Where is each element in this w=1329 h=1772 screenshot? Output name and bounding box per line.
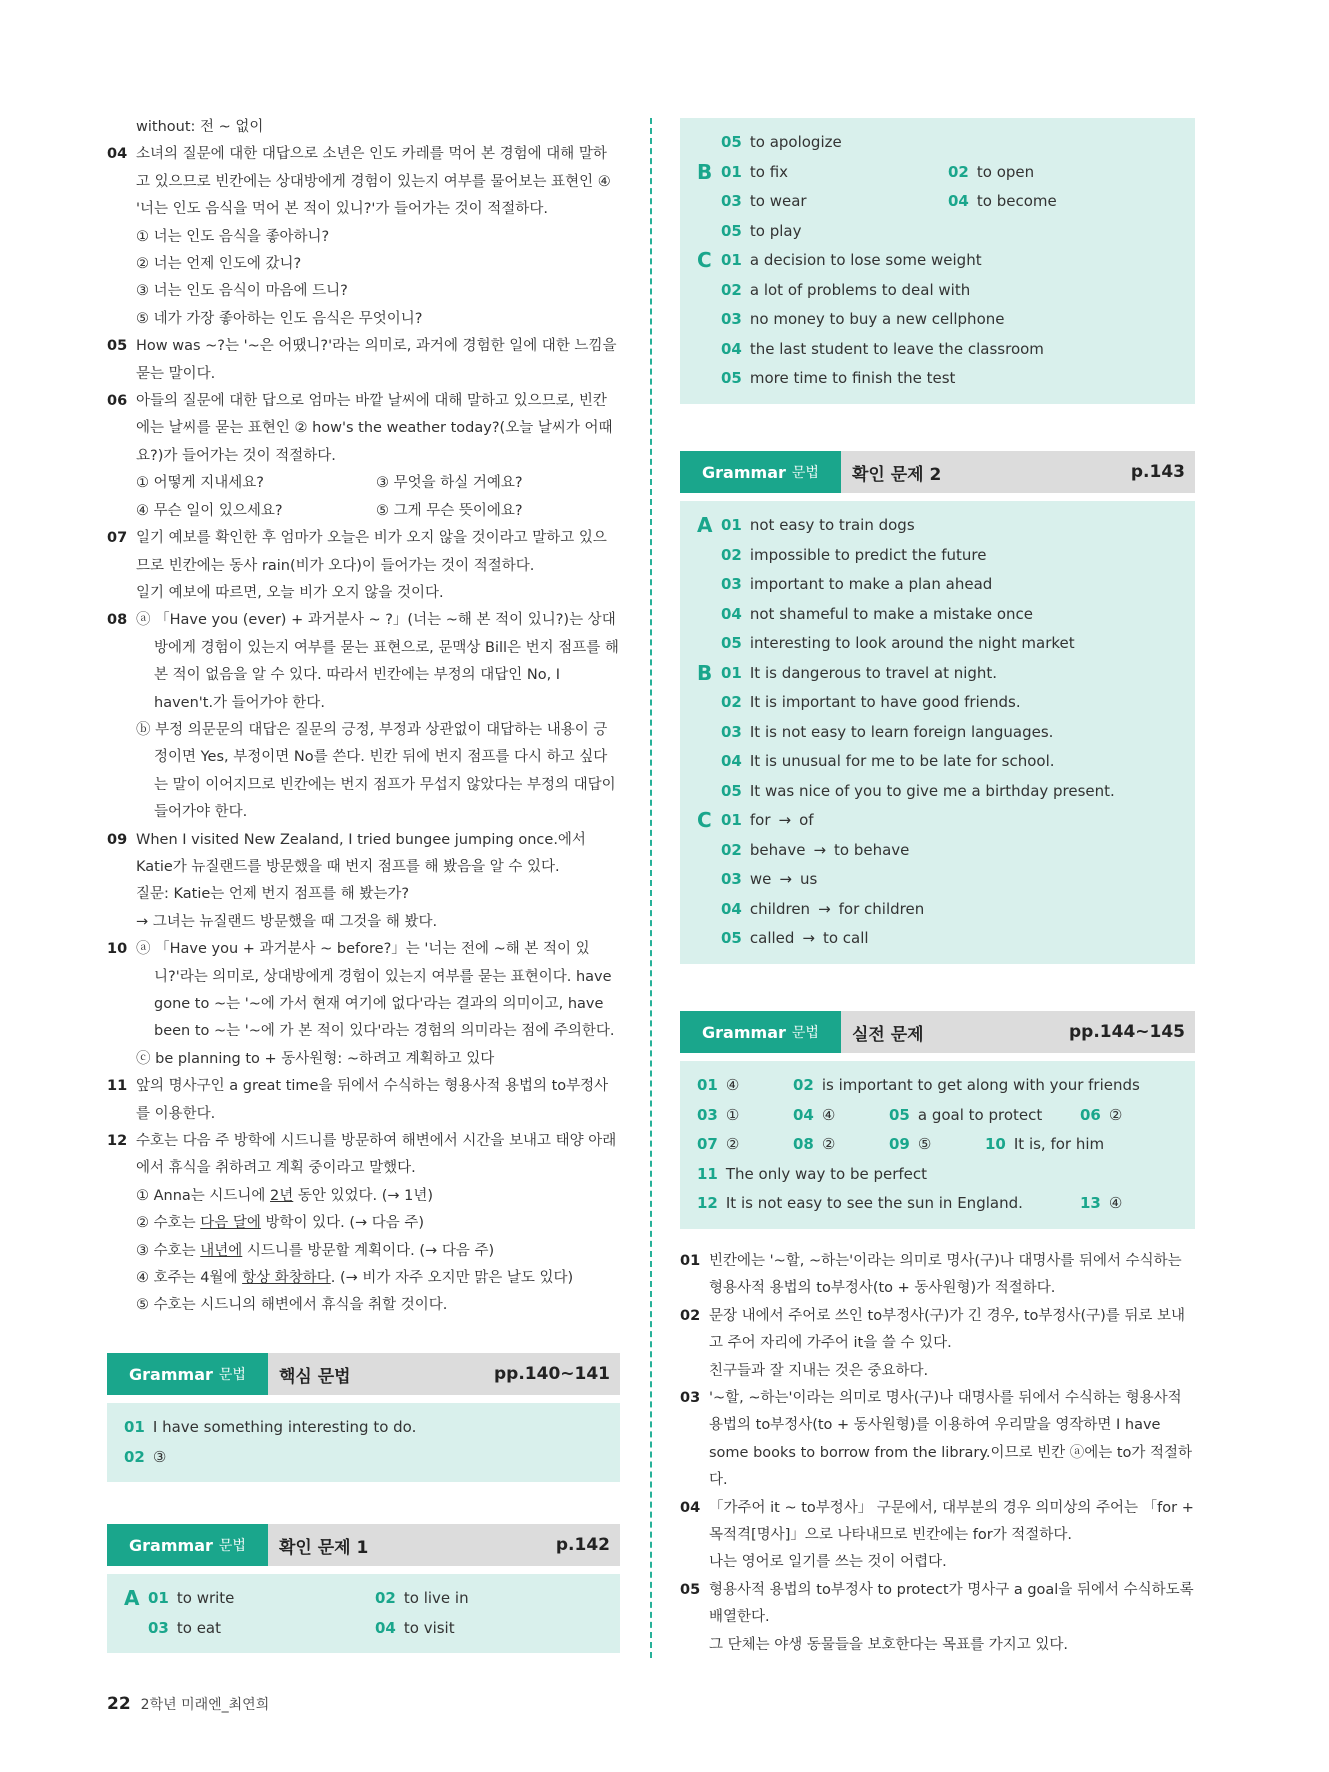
answer-text: It was nice of you to give me a birthday present.: [749, 781, 1115, 800]
option-line: ⑤ 수호는 시드니의 해변에서 휴식을 취할 것이다.: [136, 1297, 448, 1314]
answer-number: 06: [1080, 1105, 1101, 1124]
answer-row: [124, 1443, 620, 1473]
section-practice: [680, 1011, 1195, 1229]
option-line: [107, 1238, 620, 1265]
answer-row: [697, 1189, 1195, 1219]
option-text: . (→ 비가 자주 오지만 맑은 날도 있다): [330, 1270, 574, 1287]
translation-line: 질문: Katie는 언제 번지 점프를 해 봤는가?: [136, 886, 410, 903]
item-number: 04: [680, 1499, 701, 1516]
arrow-icon: →: [818, 899, 831, 918]
answer-row: [697, 305, 1195, 335]
page-ref: pp.144~145: [1068, 1022, 1185, 1042]
section-title: 확인 문제 1: [279, 1537, 369, 1558]
answer-number: 09: [889, 1135, 910, 1153]
answer-number: 03: [697, 1105, 718, 1124]
option-line: ⑤ 그게 무슨 뜻이에요?: [376, 502, 523, 519]
option-text: ④ 호주는 4월에: [136, 1270, 243, 1287]
answer-text: to play: [749, 221, 802, 240]
answer-number: 08: [793, 1135, 814, 1153]
explanation-08: [107, 607, 620, 717]
option-line: [107, 1265, 620, 1292]
page-ref: pp.140~141: [493, 1364, 610, 1384]
option-line: ③ 너는 인도 음식이 마음에 드니?: [136, 283, 348, 300]
answer-row: [697, 777, 1195, 807]
answer-number: 05: [889, 1105, 910, 1124]
item-number: 01: [680, 1253, 701, 1269]
answer-text: us: [799, 870, 818, 888]
option-text: 시드니를 방문할 계획이다. (→ 다음 주): [242, 1242, 495, 1259]
answer-number: 01: [721, 811, 742, 829]
answer-text: It is important to have good friends.: [749, 693, 1021, 711]
answer-number: 02: [721, 840, 742, 859]
explanation-text: 「가주어 it ~ to부정사」 구문에서, 대부분의 경우 의미상의 주어는 「for + 목적격[명사]」으로 나타내므로 빈칸에는 for가 적절하다.: [709, 1499, 1194, 1544]
item-number: 03: [680, 1390, 701, 1407]
answer-row: [697, 865, 1195, 895]
explanation-text: 수호는 다음 주 방학에 시드니를 방문하여 해변에서 시간을 보내고 태양 아래에서 휴식을 취하려고 계획 중이라고 말했다.: [136, 1133, 617, 1177]
underlined-text: 다음 달에: [200, 1215, 261, 1232]
tag-label: Grammar: [702, 1022, 786, 1042]
answer-row: [124, 1614, 620, 1644]
answer-box: [680, 1061, 1195, 1229]
answer-row: [697, 276, 1195, 306]
answer-text: behave: [749, 840, 806, 859]
arrow-icon: →: [802, 929, 815, 947]
arrow-icon: →: [778, 811, 792, 829]
answer-text: The only way to be perfect: [725, 1164, 928, 1183]
option-line: ⑤ 네가 가장 좋아하는 인도 음식은 무엇이니?: [136, 310, 423, 327]
option-line: ① 어떻게 지내세요?: [136, 475, 264, 492]
answer-number: 03: [721, 722, 742, 741]
answer-number: 03: [721, 310, 742, 328]
grammar-tag: [680, 1011, 841, 1053]
explanation-text: ⓒ be planning to + 동사원형: ~하려고 계획하고 있다: [136, 1050, 495, 1067]
answer-text: ⑤: [917, 1135, 932, 1153]
translation-line: 친구들과 잘 지내는 것은 중요하다.: [709, 1362, 929, 1379]
explanation-10: [107, 936, 620, 1046]
translation-line: 그 단체는 야생 동물들을 보호한다는 목표를 가지고 있다.: [709, 1636, 1069, 1653]
option-pair: [107, 498, 620, 525]
answer-number: 01: [124, 1418, 145, 1436]
answer-row: [697, 688, 1195, 718]
answer-number: 02: [793, 1076, 814, 1094]
section-letter: B: [697, 159, 713, 184]
answer-number: 10: [985, 1135, 1006, 1153]
answer-row: [697, 1130, 1195, 1160]
underlined-text: 2년: [270, 1187, 294, 1204]
answer-box: [107, 1574, 620, 1653]
answer-text: to call: [822, 929, 869, 947]
option-text: 방학이 있다. (→ 다음 주): [260, 1215, 425, 1232]
tag-label: Grammar: [129, 1364, 213, 1384]
answer-number: 04: [948, 192, 969, 210]
answer-text: to write: [176, 1589, 235, 1607]
explanations-right: [680, 1248, 1195, 1659]
answer-number: 01: [148, 1589, 169, 1607]
answer-number: 02: [124, 1447, 145, 1466]
answer-box: [107, 1403, 620, 1482]
answer-row: [697, 541, 1195, 571]
answer-row: [697, 600, 1195, 630]
grammar-tag: [680, 451, 841, 493]
answer-row: [697, 335, 1195, 365]
explanation-text: ⓐ 「Have you + 과거분사 ~ before?」는 '너는 전에 ~해 본 적이 있니?'라는 의미로, 상대방에게 경험이 있는지 여부를 묻는 표현이다. have gone to ~는 '~에 가서 현재 여기에 없다'라는 결과의 의미이고, have been to ~는 '~에 가 본 적이 있다'라는 경험의 의미라는 점에 주의한다.: [136, 941, 615, 1040]
answer-row: [697, 246, 1195, 276]
answer-number: 11: [697, 1164, 718, 1183]
answer-row: [697, 629, 1195, 659]
answer-row: [697, 511, 1195, 541]
answer-number: 03: [148, 1618, 169, 1637]
answer-text: ④: [1108, 1194, 1123, 1212]
answer-number: 05: [721, 929, 742, 947]
answer-number: 01: [721, 663, 742, 682]
option-line: ④ 무슨 일이 있으세요?: [136, 502, 283, 519]
explanation-text: ⓑ 부정 의문문의 대답은 질문의 긍정, 부정과 상관없이 대답하는 내용이 긍정이면 Yes, 부정이면 No를 쓴다. 빈칸 뒤에 번지 점프를 다시 하고 싶다는 말이 이어지므로 빈칸에는 번지 점프가 무섭지 않았다는 부정의 대답이 들어가야 한다.: [136, 721, 616, 821]
answer-number: 05: [721, 221, 742, 240]
answer-number: 03: [721, 575, 742, 593]
answer-row: [697, 836, 1195, 866]
answer-text: not shameful to make a mistake once: [749, 604, 1033, 623]
answer-text: the last student to leave the classroom: [749, 339, 1044, 358]
grammar-tag: [107, 1524, 268, 1566]
item-number: 05: [107, 338, 128, 355]
answer-number: 04: [375, 1618, 396, 1637]
arrow-icon: →: [813, 840, 827, 859]
answer-text: It is unusual for me to be late for school.: [749, 752, 1055, 770]
answer-text: called: [749, 929, 795, 947]
section-title: 핵심 문법: [279, 1366, 351, 1387]
item-number: 04: [107, 146, 128, 163]
item-number: 05: [680, 1581, 701, 1598]
answer-text: to behave: [834, 840, 910, 859]
answer-text: ②: [725, 1135, 740, 1153]
option-text: 동안 있었다. (→ 1년): [293, 1187, 434, 1204]
answer-text: ④: [725, 1076, 740, 1094]
answer-text: It is not easy to learn foreign languages.: [749, 722, 1054, 741]
item-number: 12: [107, 1133, 128, 1150]
tag-label: Grammar: [129, 1535, 213, 1555]
explanation-05: [107, 333, 620, 388]
explanation-text: '~할, ~하는'이라는 의미로 명사(구)나 대명사를 뒤에서 수식하는 형용사적 용법의 to부정사(to + 동사원형)를 이용하여 우리말을 영작하면 I have some books to borrow from the library.이므로 빈칸 ⓐ에는 to가 적절하다.: [709, 1390, 1193, 1489]
section-header: [680, 451, 1195, 493]
explanation-text: 소녀의 질문에 대한 대답으로 소년은 인도 카레를 먹어 본 경험에 대해 말하고 있으므로 빈칸에는 상대방에게 경험이 있는지 여부를 물어보는 표현인 ④ '너는 인도 음식을 먹어 본 적이 있니?'가 들어가는 것이 적절하다.: [136, 146, 611, 218]
item-number: 09: [107, 831, 128, 848]
section-letter: C: [697, 248, 712, 272]
answer-text: of: [799, 811, 814, 829]
answer-text: we: [749, 870, 772, 888]
tag-label-ko: 문법: [218, 1367, 246, 1383]
answer-number: 01: [697, 1076, 718, 1094]
arrow-icon: →: [779, 870, 792, 888]
page-ref: p.143: [1130, 462, 1185, 482]
answer-number: 04: [793, 1105, 814, 1124]
section-title: 실전 문제: [852, 1024, 924, 1045]
answer-text: for: [749, 811, 771, 829]
section-check-1: [107, 1524, 620, 1653]
explanation-text: 앞의 명사구인 a great time을 뒤에서 수식하는 형용사적 용법의 to부정사를 이용한다.: [136, 1078, 609, 1122]
section-core-grammar: [107, 1353, 620, 1482]
answer-text: more time to finish the test: [749, 369, 956, 387]
section-title: 확인 문제 2: [852, 464, 942, 485]
answer-number: 01: [721, 516, 742, 534]
section-letter: B: [697, 660, 713, 685]
answer-number: 02: [721, 280, 742, 299]
answer-row: [697, 718, 1195, 748]
translation-line: → 그녀는 뉴질랜드 방문했을 때 그것을 해 봤다.: [136, 913, 438, 930]
answer-text: I have something interesting to do.: [152, 1418, 417, 1436]
explanation-09: [107, 827, 620, 882]
answer-text: ③: [152, 1447, 167, 1466]
answer-text: a goal to protect: [917, 1105, 1043, 1124]
answer-row: [124, 1584, 620, 1614]
section-check-2: [680, 451, 1195, 964]
answer-text: is important to get along with your friends: [821, 1076, 1140, 1094]
explanation-04: [107, 141, 620, 223]
explanation-text: ⓐ 「Have you (ever) + 과거분사 ~ ?」(너는 ~해 본 적이 있니?)는 상대방에게 경험이 있는지 여부를 묻는 표현으로, 문맥상 Bill은 번지 점프를 해 본 적이 없음을 알 수 있다. 따라서 빈칸에는 부정의 대답인 No, I haven't.가 들어가야 한다.: [136, 612, 619, 711]
answer-number: 05: [721, 634, 742, 652]
answer-number: 04: [721, 899, 742, 918]
explanation-text: 빈칸에는 '~할, ~하는'이라는 의미로 명사(구)나 대명사를 뒤에서 수식하는 형용사적 용법의 to부정사(to + 동사원형)가 적절하다.: [709, 1253, 1182, 1297]
answer-row: [697, 128, 1195, 158]
answer-text: to apologize: [749, 133, 842, 151]
explanation-07: [107, 525, 620, 580]
answer-text: ①: [725, 1105, 740, 1124]
tag-label-ko: 문법: [791, 465, 819, 481]
answer-number: 07: [697, 1135, 718, 1153]
answer-number: 02: [721, 545, 742, 564]
answer-number: 05: [721, 133, 742, 151]
option-text: ① Anna는 시드니에: [136, 1187, 271, 1204]
answer-text: to fix: [749, 162, 789, 181]
answer-text: children: [749, 899, 811, 918]
explanation-text: 형용사적 용법의 to부정사 to protect가 명사구 a goal을 뒤에서 수식하도록 배열한다.: [709, 1581, 1194, 1626]
option-pair: [107, 470, 620, 497]
explanation-12: [107, 1128, 620, 1183]
explanation-text: 일기 예보를 확인한 후 엄마가 오늘은 비가 오지 않을 것이라고 말하고 있으므로 빈칸에는 동사 rain(비가 오다)이 들어가는 것이 적절하다.: [136, 530, 607, 574]
answer-text: to visit: [403, 1618, 455, 1637]
answer-row: [697, 158, 1195, 188]
answer-number: 12: [697, 1194, 718, 1212]
section-header: [680, 1011, 1195, 1053]
answer-number: 03: [721, 870, 742, 888]
column-divider: [650, 118, 652, 1658]
answer-text: a lot of problems to deal with: [749, 280, 971, 299]
answer-number: 03: [721, 192, 742, 210]
grammar-tag: [107, 1353, 268, 1395]
explanation-01: [680, 1248, 1195, 1303]
answer-text: ②: [1108, 1105, 1123, 1124]
item-number: 02: [680, 1307, 701, 1324]
answer-text: important to make a plan ahead: [749, 575, 993, 593]
answer-row: [124, 1413, 620, 1443]
tag-label-ko: 문법: [218, 1538, 246, 1554]
explanation-05: [680, 1577, 1195, 1632]
answer-number: 01: [721, 162, 742, 181]
option-line: [107, 1210, 620, 1237]
answer-row: [697, 187, 1195, 217]
underlined-text: 항상 화창하다: [242, 1270, 331, 1287]
explanation-03: [680, 1385, 1195, 1495]
answer-row: [697, 747, 1195, 777]
item-number: 11: [107, 1078, 128, 1095]
answer-row: [697, 895, 1195, 925]
tag-label-ko: 문법: [791, 1025, 819, 1041]
answer-box: [680, 501, 1195, 964]
answer-text: no money to buy a new cellphone: [749, 310, 1005, 328]
explanation-text: 문장 내에서 주어로 쓰인 to부정사(구)가 긴 경우, to부정사(구)를 뒤로 보내고 주어 자리에 가주어 it을 쓸 수 있다.: [709, 1307, 1186, 1352]
answer-text: It is not easy to see the sun in England.: [725, 1194, 1023, 1212]
footer-text: 2학년 미래엔_최연희: [140, 1697, 270, 1713]
answer-text: to open: [976, 162, 1035, 181]
answer-text: to live in: [403, 1589, 469, 1607]
answer-row: [697, 1071, 1195, 1101]
answer-number: 04: [721, 339, 742, 358]
translation-line: 일기 예보에 따르면, 오늘 비가 오지 않을 것이다.: [136, 584, 444, 601]
answer-text: to wear: [749, 192, 807, 210]
answer-number: 01: [721, 251, 742, 269]
answer-number: 05: [721, 781, 742, 800]
answer-text: ②: [821, 1135, 836, 1153]
explanation-text: 아들의 질문에 대한 답으로 엄마는 바깥 날씨에 대해 말하고 있으므로, 빈칸에는 날씨를 묻는 표현인 ② how's the weather today?(오늘 날씨가 어때요?)가 들어가는 것이 적절하다.: [136, 393, 613, 464]
option-text: ③ 수호는: [136, 1242, 201, 1259]
option-line: [107, 1183, 620, 1210]
item-number: 10: [107, 941, 128, 958]
page-ref: p.142: [555, 1535, 610, 1555]
option-line: ② 너는 언제 인도에 갔니?: [136, 256, 302, 273]
answer-text: to become: [976, 192, 1057, 210]
answer-text: impossible to predict the future: [749, 545, 987, 564]
explanation-text: How was ~?는 '~은 어땠니?'라는 의미로, 과거에 경험한 일에 대한 느낌을 묻는 말이다.: [136, 338, 617, 382]
answer-number: 04: [721, 752, 742, 770]
answer-text: ④: [821, 1105, 836, 1124]
answer-row: [697, 806, 1195, 836]
answer-row: [697, 364, 1195, 394]
item-number: 07: [107, 530, 128, 547]
underlined-text: 내년에: [200, 1242, 243, 1259]
answer-text: It is, for him: [1013, 1135, 1105, 1153]
answer-box-continued: [680, 118, 1195, 404]
explanation-04: [680, 1495, 1195, 1550]
answer-row: [697, 570, 1195, 600]
section-header: [107, 1353, 620, 1395]
answer-text: It is dangerous to travel at night.: [749, 663, 998, 682]
page-number: 22: [107, 1694, 131, 1714]
explanation-06: [107, 388, 620, 470]
section-letter: A: [124, 1586, 140, 1610]
page-footer: [107, 1694, 269, 1714]
section-letter: A: [697, 513, 713, 537]
explanation-line: without: 전 ~ 없이: [136, 119, 264, 135]
translation-line: 나는 영어로 일기를 쓰는 것이 어렵다.: [709, 1554, 947, 1571]
section-letter: C: [697, 808, 712, 832]
answer-row: [697, 1101, 1195, 1131]
answer-number: 02: [948, 162, 969, 181]
section-header: [107, 1524, 620, 1566]
option-text: ② 수호는: [136, 1215, 201, 1232]
explanation-text: When I visited New Zealand, I tried bungee jumping once.에서 Katie가 뉴질랜드를 방문했을 때 번지 점프를 해 봤음을 알 수 있다.: [136, 831, 586, 875]
answer-text: a decision to lose some weight: [749, 251, 982, 269]
answer-number: 05: [721, 369, 742, 387]
explanation-02: [680, 1303, 1195, 1358]
answer-text: interesting to look around the night market: [749, 634, 1075, 652]
answer-number: 04: [721, 604, 742, 623]
answer-row: [697, 1160, 1195, 1190]
tag-label: Grammar: [702, 462, 786, 482]
item-number: 06: [107, 393, 128, 410]
answer-number: 13: [1080, 1194, 1101, 1212]
item-number: 08: [107, 612, 128, 629]
option-line: ① 너는 인도 음식을 좋아하니?: [136, 228, 330, 245]
explanations-left: [107, 114, 620, 1320]
answer-text: to eat: [176, 1618, 222, 1637]
answer-text: not easy to train dogs: [749, 516, 915, 534]
explanation-11: [107, 1073, 620, 1128]
answer-text: for children: [838, 899, 925, 918]
answer-number: 02: [721, 693, 742, 711]
option-line: ③ 무엇을 하실 거예요?: [376, 475, 523, 492]
answer-row: [697, 217, 1195, 247]
answer-row: [697, 659, 1195, 689]
answer-number: 02: [375, 1589, 396, 1607]
answer-row: [697, 924, 1195, 954]
